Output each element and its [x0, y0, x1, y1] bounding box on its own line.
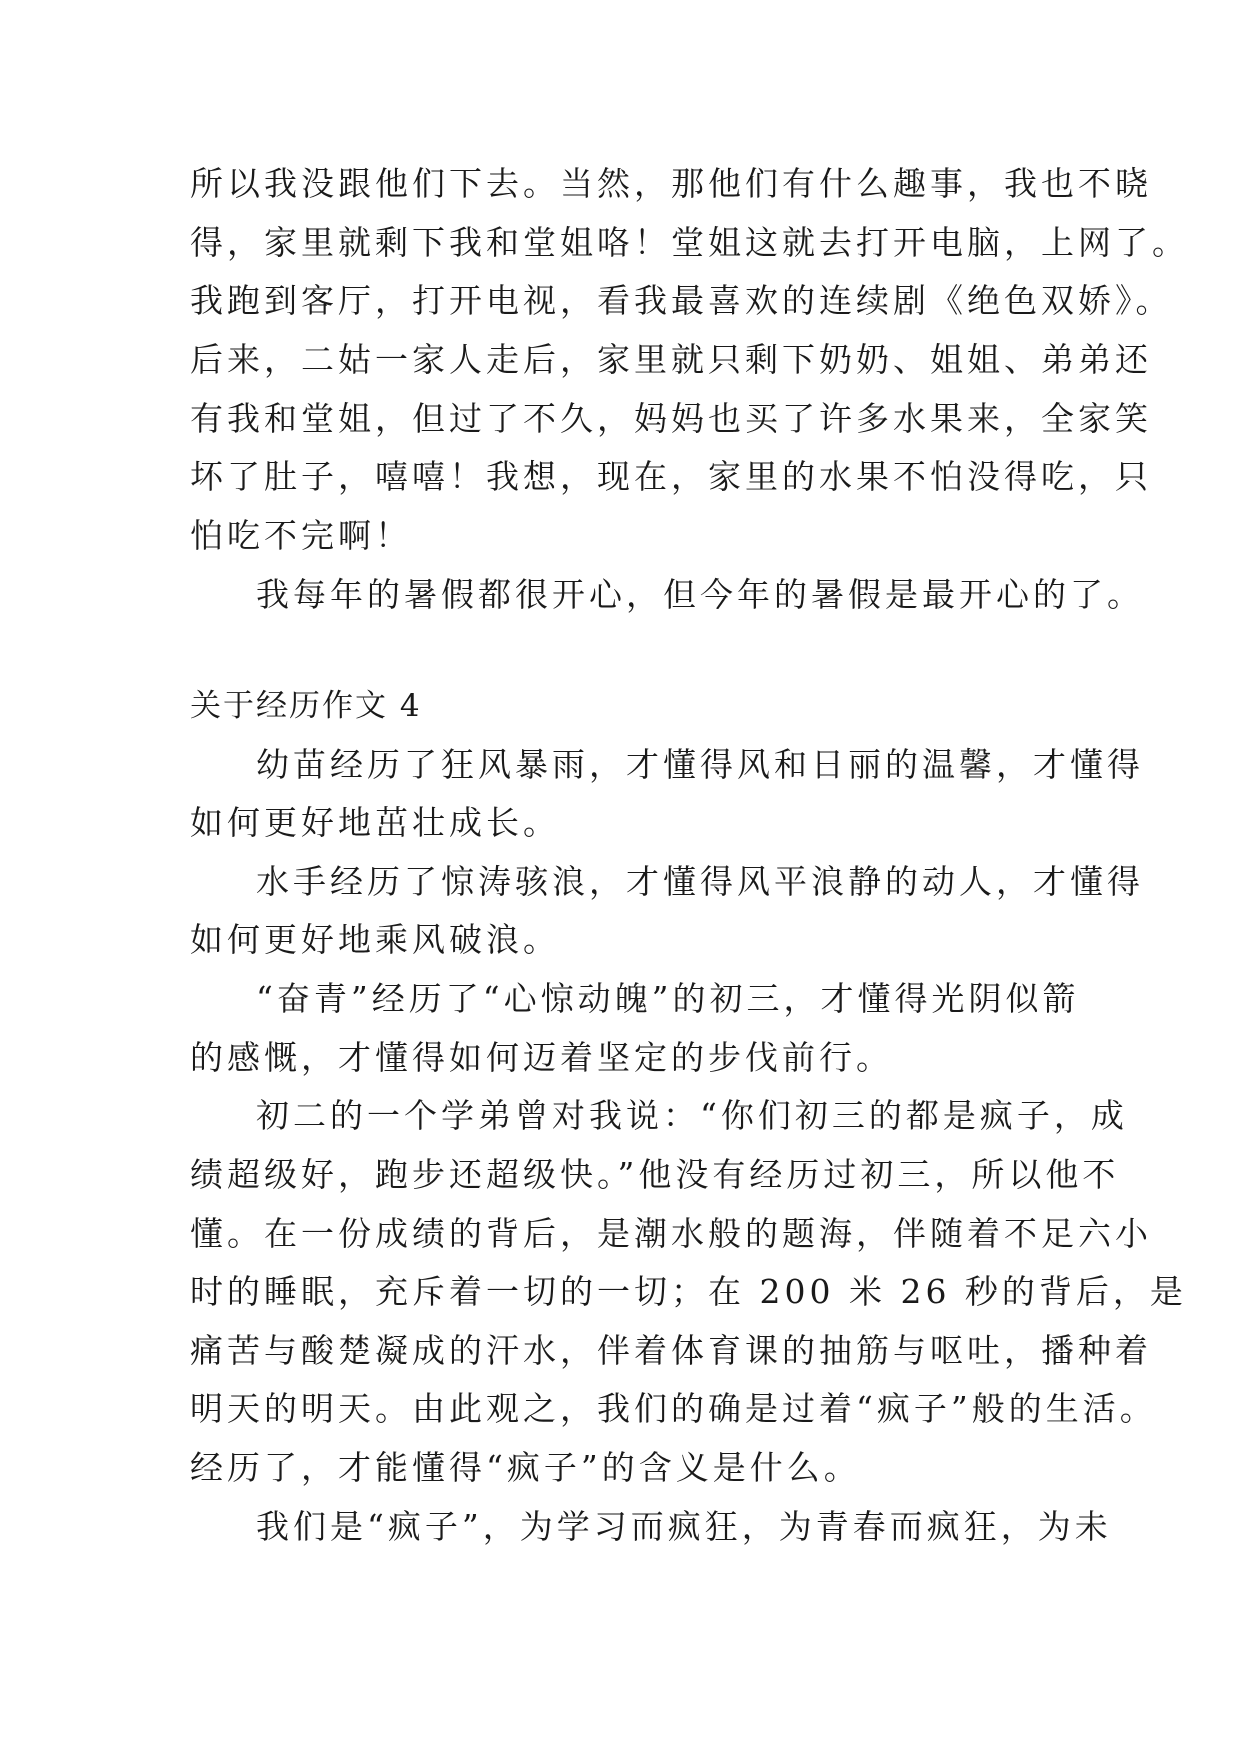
text-line: 明天的明天。由此观之，我们的确是过着“疯子”般的生活。 [190, 1389, 1157, 1428]
text-line: 痛苦与酸楚凝成的汗水，伴着体育课的抽筋与呕吐，播种着 [190, 1331, 1152, 1370]
text-line: 后来，二姑一家人走后，家里就只剩下奶奶、姐姐、弟弟还 [190, 340, 1152, 379]
text-line: 的感慨，才懂得如何迈着坚定的步伐前行。 [190, 1038, 893, 1077]
text-line: 经历了，才能懂得“疯子”的含义是什么。 [190, 1448, 861, 1487]
text-line: 时的睡眠，充斥着一切的一切；在 200 米 26 秒的背后，是 [190, 1272, 1187, 1311]
text-line: 我们是“疯子”，为学习而疯狂，为青春而疯狂，为未 [256, 1507, 1112, 1546]
text-line: “奋青”经历了“心惊动魄”的初三，才懂得光阴似箭 [256, 979, 1080, 1018]
closing-line: 我每年的暑假都很开心，但今年的暑假是最开心的了。 [256, 575, 1144, 614]
text-line: 有我和堂姐，但过了不久，妈妈也买了许多水果来，全家笑 [190, 399, 1152, 438]
text-line: 所以我没跟他们下去。当然，那他们有什么趣事，我也不晓 [190, 164, 1152, 203]
text-line: 坏了肚子，嘻嘻！我想，现在，家里的水果不怕没得吃，只 [190, 457, 1152, 496]
text-line: 我跑到客厅，打开电视，看我最喜欢的连续剧《绝色双娇》。 [190, 281, 1173, 320]
text-line: 水手经历了惊涛骇浪，才懂得风平浪静的动人，才懂得 [256, 862, 1144, 901]
text-line: 得，家里就剩下我和堂姐咯！堂姐这就去打开电脑，上网了。 [190, 223, 1189, 262]
text-line: 懂。在一份成绩的背后，是潮水般的题海，伴随着不足六小 [190, 1214, 1152, 1253]
text-line: 幼苗经历了狂风暴雨，才懂得风和日丽的温馨，才懂得 [256, 745, 1144, 784]
text-line: 绩超级好，跑步还超级快。”他没有经历过初三，所以他不 [190, 1155, 1120, 1194]
section-title: 关于经历作文 4 [190, 688, 422, 724]
text-line: 怕吃不完啊！ [190, 516, 412, 555]
text-line: 初二的一个学弟曾对我说：“你们初三的都是疯子，成 [256, 1096, 1128, 1135]
text-line: 如何更好地乘风破浪。 [190, 920, 560, 959]
text-line: 如何更好地茁壮成长。 [190, 803, 560, 842]
